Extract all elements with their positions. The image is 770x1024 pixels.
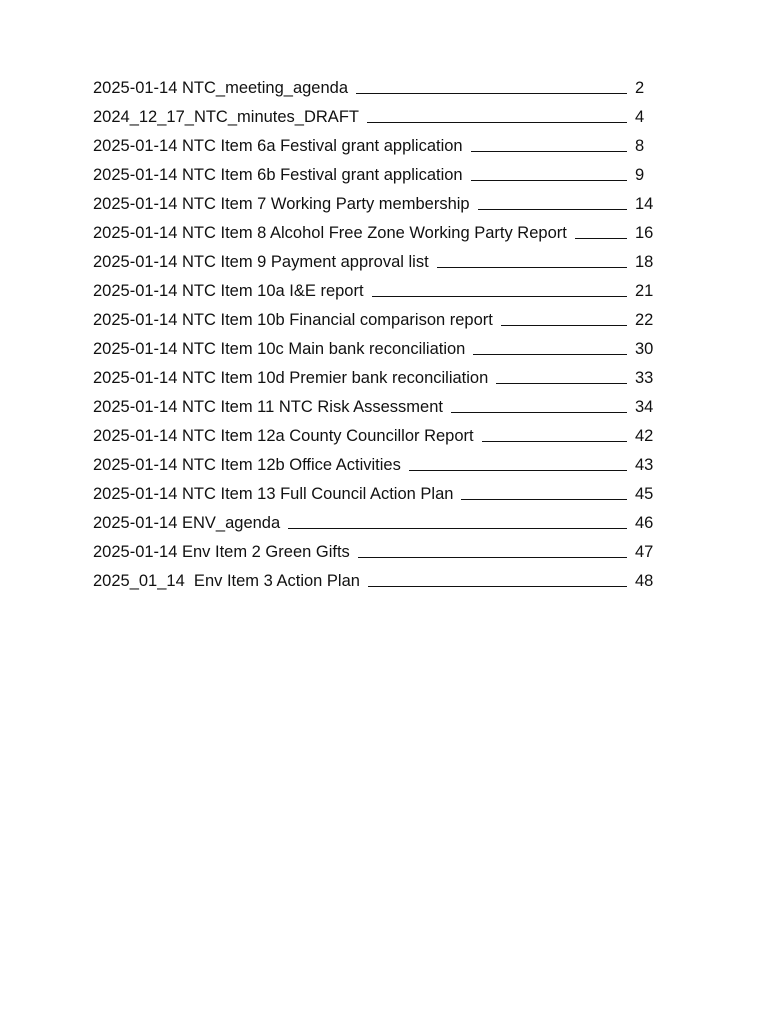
toc-entry[interactable] (93, 156, 657, 185)
toc-entry-title: 2024_12_17_NTC_minutes_DRAFT (93, 108, 359, 126)
toc-entry-title: 2025-01-14 NTC Item 8 Alcohol Free Zone Working Party Report (93, 224, 567, 242)
toc-entry[interactable] (93, 359, 657, 388)
toc-entry[interactable] (93, 272, 657, 301)
toc-entry-title: 2025-01-14 NTC Item 11 NTC Risk Assessment (93, 398, 443, 416)
toc-leader-line (471, 180, 627, 181)
toc-entry[interactable] (93, 446, 657, 475)
toc-entry-title: 2025-01-14 NTC Item 9 Payment approval list (93, 253, 429, 271)
toc-entry[interactable] (93, 301, 657, 330)
toc-entry-page: 34 (635, 398, 654, 416)
toc-entry-title: 2025-01-14 NTC_meeting_agenda (93, 79, 349, 97)
toc-entry-page: 42 (635, 427, 654, 445)
toc-entry[interactable] (93, 417, 657, 446)
toc-entry-page: 45 (635, 485, 654, 503)
toc-leader-line (372, 296, 627, 297)
toc-leader-line (409, 470, 627, 471)
toc-leader-line (358, 557, 627, 558)
toc-leader-line (288, 528, 627, 529)
toc-entry[interactable] (93, 504, 657, 533)
toc-entry-title: 2025_01_14 Env Item 3 Action Plan (93, 572, 360, 590)
toc-entry-page: 4 (635, 108, 645, 126)
toc-entry[interactable] (93, 214, 657, 243)
toc-entry-page: 30 (635, 340, 654, 358)
toc-entry-title: 2025-01-14 NTC Item 6a Festival grant application (93, 137, 463, 155)
toc-entry[interactable] (93, 533, 657, 562)
toc-entry[interactable] (93, 475, 657, 504)
toc-leader-line (437, 267, 627, 268)
toc-entry[interactable] (93, 127, 657, 156)
toc-entry-page: 22 (635, 311, 654, 329)
toc-leader-line (356, 93, 627, 94)
toc-entry[interactable] (93, 185, 657, 214)
toc-leader-line (451, 412, 627, 413)
toc-entry-page: 48 (635, 572, 654, 590)
toc-entry-page: 21 (635, 282, 654, 300)
toc-entry[interactable] (93, 243, 657, 272)
toc-entry-title: 2025-01-14 NTC Item 10b Financial comparison report (93, 311, 493, 329)
toc-entry-page: 46 (635, 514, 654, 532)
toc-leader-line (501, 325, 627, 326)
toc-leader-line (461, 499, 627, 500)
toc-entry-title: 2025-01-14 NTC Item 10a I&E report (93, 282, 364, 300)
toc-leader-line (478, 209, 627, 210)
toc-entry-title: 2025-01-14 NTC Item 13 Full Council Action Plan (93, 485, 454, 503)
toc-entry[interactable] (93, 388, 657, 417)
toc-entry-title: 2025-01-14 NTC Item 12a County Councillor Report (93, 427, 474, 445)
toc-leader-line (575, 238, 627, 239)
toc-entry[interactable] (93, 69, 657, 98)
toc-entry-page: 47 (635, 543, 654, 561)
toc-leader-line (473, 354, 627, 355)
toc-entry[interactable] (93, 330, 657, 359)
toc-leader-line (482, 441, 627, 442)
toc-entry-page: 8 (635, 137, 645, 155)
toc-entry-page: 16 (635, 224, 654, 242)
toc-entry[interactable] (93, 98, 657, 127)
toc-entry-title: 2025-01-14 NTC Item 12b Office Activities (93, 456, 401, 474)
toc-entry-title: 2025-01-14 ENV_agenda (93, 514, 281, 532)
toc-entry-title: 2025-01-14 Env Item 2 Green Gifts (93, 543, 350, 561)
toc-entry-title: 2025-01-14 NTC Item 6b Festival grant application (93, 166, 463, 184)
toc-entry-page: 2 (635, 79, 645, 97)
toc-entry-page: 43 (635, 456, 654, 474)
toc-entry-page: 14 (635, 195, 654, 213)
table-of-contents (93, 69, 657, 591)
toc-leader-line (368, 586, 627, 587)
toc-leader-line (367, 122, 627, 123)
toc-entry-page: 18 (635, 253, 654, 271)
toc-entry[interactable] (93, 562, 657, 591)
toc-leader-line (471, 151, 627, 152)
toc-leader-line (496, 383, 627, 384)
toc-entry-page: 9 (635, 166, 645, 184)
toc-entry-title: 2025-01-14 NTC Item 10c Main bank reconciliation (93, 340, 466, 358)
toc-entry-title: 2025-01-14 NTC Item 7 Working Party membership (93, 195, 470, 213)
toc-entry-page: 33 (635, 369, 654, 387)
toc-entry-title: 2025-01-14 NTC Item 10d Premier bank reconciliation (93, 369, 489, 387)
